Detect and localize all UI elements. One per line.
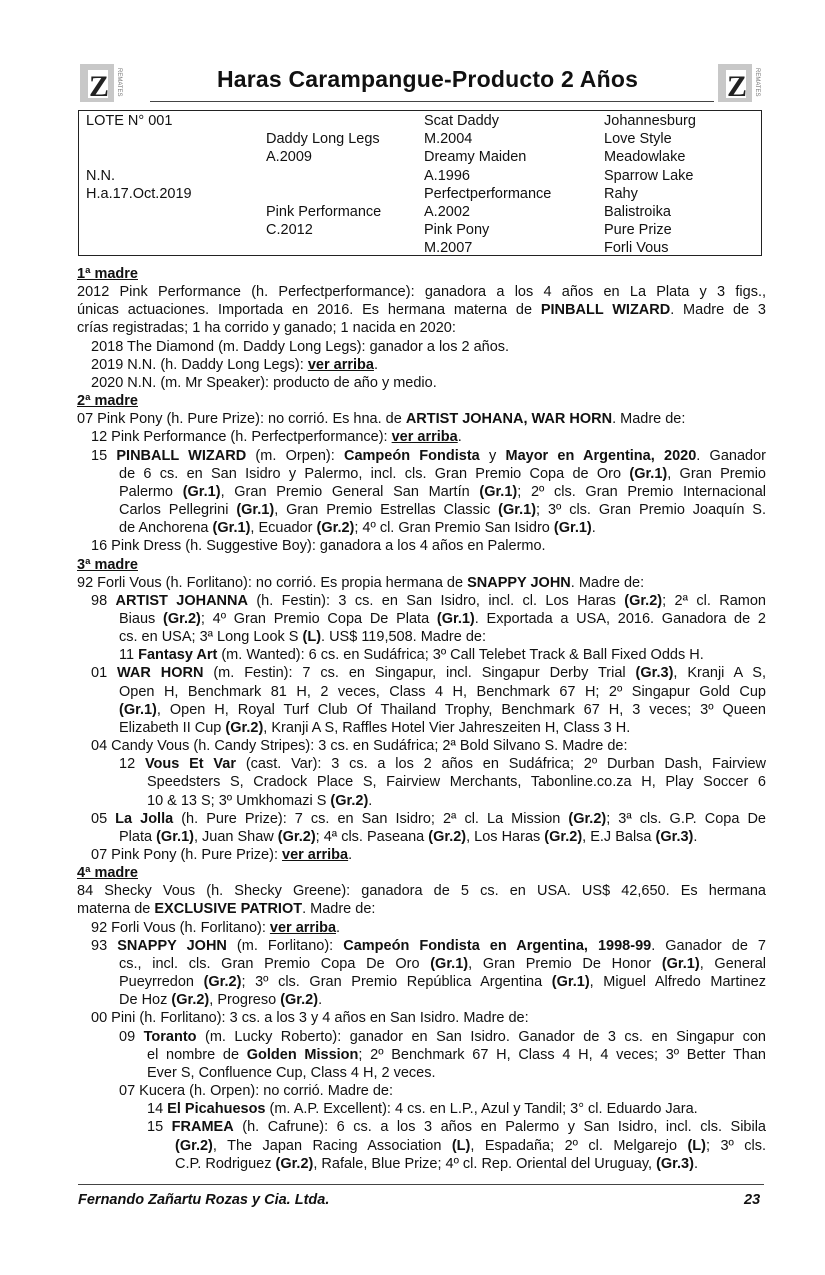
text-line: 12 Pink Performance (h. Perfectperformance): ver arriba. [91,429,462,446]
section-heading: 1ª madre [77,266,138,282]
text-line: Open H, Benchmark 81 H, 2 veces, Class 4 H, Benchmark 67 H; 2º Singapur Gold Cup [119,683,766,700]
text-line: 2020 N.N. (m. Mr Speaker): producto de año y medio. [91,374,437,391]
text-line: 07 Pink Pony (h. Pure Prize): no corrió. Es hna. de ARTIST JOHANA, WAR HORN. Madre de: [77,411,686,428]
text-line: 84 Shecky Vous (h. Shecky Greene): ganadora de 5 cs. en USA. US$ 42,650. Es hermana [77,883,766,900]
svg-text:REMATES: REMATES [116,68,122,97]
ver-arriba-link[interactable]: ver arriba [307,356,374,373]
z-remates-logo-icon [78,60,128,106]
svg-text:REMATES: REMATES [754,68,760,97]
text-line: de 6 cs. en San Isidro y Palermo, incl. cls. Gran Premio Copa de Oro (Gr.1), Gran Premio [119,465,767,482]
text-line: Ever S, Confluence Cup, Class 4 H, 2 veces. [147,1064,436,1081]
text-line: 12 Vous Et Var (cast. Var): 3 cs. a los 2 años en Sudáfrica; 2º Durban Dash, Fairview [119,756,766,773]
text-line: 2018 The Diamond (m. Daddy Long Legs): ganador a los 2 años. [91,338,510,355]
text-line: De Hoz (Gr.2), Progreso (Gr.2). [119,992,323,1009]
text-line: únicas actuaciones. Importada en 2016. Es hermana materna de PINBALL WIZARD. Madre de 3 [77,302,766,319]
text-line: 16 Pink Dress (h. Suggestive Boy): ganadora a los 4 años en Palermo. [91,538,546,555]
text-line: Palermo (Gr.1), Gran Premio General San Martín (Gr.1); 2º cls. Gran Premio Internacional [119,483,766,500]
text-line: C.P. Rodriguez (Gr.2), Rafale, Blue Prize; 4º cl. Rep. Oriental del Uruguay, (Gr.3). [175,1155,698,1172]
pedigree-col-great-grandparents: Johannesburg Love Style Meadowlake Sparrow Lake Rahy Balistroika Pure Prize Forli Vous [604,113,696,257]
text-line: 04 Candy Vous (h. Candy Stripes): 3 cs. en Sudáfrica; 2ª Bold Silvano S. Madre de: [91,738,628,755]
text-line: cs. en USA; 3ª Long Look S (L). US$ 119,508. Madre de: [119,629,487,646]
pedigree-body [77,265,766,1173]
ver-arriba-link[interactable]: ver arriba [391,429,458,446]
svg-text:Z: Z [89,70,110,103]
page-title: Haras Carampangue-Producto 2 Años [216,66,639,92]
text-line: 07 Pink Pony (h. Pure Prize): ver arriba. [91,847,353,863]
text-line: 2012 Pink Performance (h. Perfectperformance): ganadora a los 4 años en La Plata y 3 figs., [77,284,766,301]
text-line: 92 Forli Vous (h. Forlitano): no corrió. Es propia hermana de SNAPPY JOHN. Madre de: [77,574,645,591]
text-line: 05 La Jolla (h. Pure Prize): 7 cs. en San Isidro; 2ª cl. La Mission (Gr.2); 3ª cls. G.P. Copa De [91,810,766,827]
pedigree-col-lot: LOTE N° 001 N.N. H.a.17.Oct.2019 [86,113,192,202]
text-line: 10 & 13 S; 3º Umkhomazi S (Gr.2). [147,792,373,809]
text-line: Pueyrredon (Gr.2); 3º cls. Gran Premio República Argentina (Gr.1), Miguel Alfredo Martinez [119,974,766,991]
title-rule [150,101,714,102]
text-line: 11 Fantasy Art (m. Wanted): 6 cs. en Sudáfrica; 3º Call Telebet Track & Ball Fixed Odds H. [119,647,704,664]
pedigree-col-parents: Daddy Long Legs A.2009 Pink Performance C.2012 [266,131,382,239]
text-line: 00 Pini (h. Forlitano): 3 cs. a los 3 y 4 años en San Isidro. Madre de: [91,1010,529,1027]
page-number: 23 [744,1192,761,1208]
text-line: cs., incl. cls. Gran Premio Copa De Oro (Gr.1), Gran Premio De Honor (Gr.1), General [119,955,766,972]
text-line: 09 Toranto (m. Lucky Roberto): ganador en San Isidro. Ganador de 3 cs. en Singapur con [119,1028,766,1045]
footer-rule [78,1184,764,1185]
section-heading: 3ª madre [77,556,138,573]
text-line: materna de EXCLUSIVE PATRIOT. Madre de: [77,901,376,918]
text-line: de Anchorena (Gr.1), Ecuador (Gr.2); 4º cl. Gran Premio San Isidro (Gr.1). [119,520,596,537]
text-line: 92 Forli Vous (h. Forlitano): ver arriba. [91,919,341,936]
text-line: (Gr.1), Open H, Royal Turf Club Of Thailand Trophy, Benchmark 67 H, 3 veces; 3º Queen [119,701,766,718]
logo-right [716,60,766,106]
text-line: 15 PINBALL WIZARD (m. Orpen): Campeón Fondista y Mayor en Argentina, 2020. Ganador [91,447,766,464]
text-line: Speedsters S, Cradock Place S, Fairview Merchants, Tabonline.co.za H, Play Soccer 6 [147,774,766,791]
text-line: Elizabeth II Cup (Gr.2), Kranji A S, Raffles Hotel Vier Jahreszeiten H, Class 3 H. [119,719,631,736]
z-remates-logo-icon [716,60,766,106]
text-line: Plata (Gr.1), Juan Shaw (Gr.2); 4ª cls. Paseana (Gr.2), Los Haras (Gr.2), E.J Balsa (Gr.3). [119,828,698,845]
svg-text:Z: Z [727,70,748,103]
footer-company: Fernando Zañartu Rozas y Cia. Ltda. [78,1192,330,1208]
text-line: 2019 N.N. (h. Daddy Long Legs): ver arriba. [91,356,378,373]
text-line: 07 Kucera (h. Orpen): no corrió. Madre de: [119,1083,394,1100]
text-line: 01 WAR HORN (m. Festin): 7 cs. en Singapur, incl. Singapur Derby Trial (Gr.3), Kranji A S, [91,665,766,682]
text-line: Carlos Pellegrini (Gr.1), Gran Premio Estrellas Classic (Gr.1); 3º cls. Gran Premio Joaquín S. [119,502,766,519]
text-line: 98 ARTIST JOHANNA (h. Festin): 3 cs. en San Isidro, incl. cl. Los Haras (Gr.2); 2ª cl. Ramon [91,592,766,609]
pedigree-table [78,110,762,256]
logo-left [78,60,128,106]
text-line: crías registradas; 1 ha corrido y ganado; 1 nacida en 2020: [77,320,456,337]
text-line: (Gr.2), The Japan Racing Association (L), Espadaña; 2º cl. Melgarejo (L); 3º cls. [175,1137,766,1154]
text-line: Biaus (Gr.2); 4º Gran Premio Copa De Plata (Gr.1). Exportada a USA, 2016. Ganadora de 2 [119,610,766,627]
pedigree-col-grandparents: Scat Daddy M.2004 Dreamy Maiden A.1996 Perfectperformance A.2002 Pink Pony M.2007 [424,113,552,257]
ver-arriba-link[interactable]: ver arriba [282,847,349,863]
text-line: el nombre de Golden Mission; 2º Benchmark 67 H, Class 4 H, 4 veces; 3º Better Than [147,1046,766,1063]
ver-arriba-link[interactable]: ver arriba [269,919,337,936]
text-line: 15 FRAMEA (h. Cafrune): 6 cs. a los 3 años en Palermo y San Isidro, incl. cls. Sibila [147,1119,766,1136]
text-line: 93 SNAPPY JOHN (m. Forlitano): Campeón Fondista en Argentina, 1998-99. Ganador de 7 [91,937,766,954]
text-line: 14 El Picahuesos (m. A.P. Excellent): 4 cs. en L.P., Azul y Tandil; 3° cl. Eduardo Jara. [147,1101,698,1118]
section-heading: 2ª madre [77,393,138,410]
section-heading: 4ª madre [77,865,138,882]
